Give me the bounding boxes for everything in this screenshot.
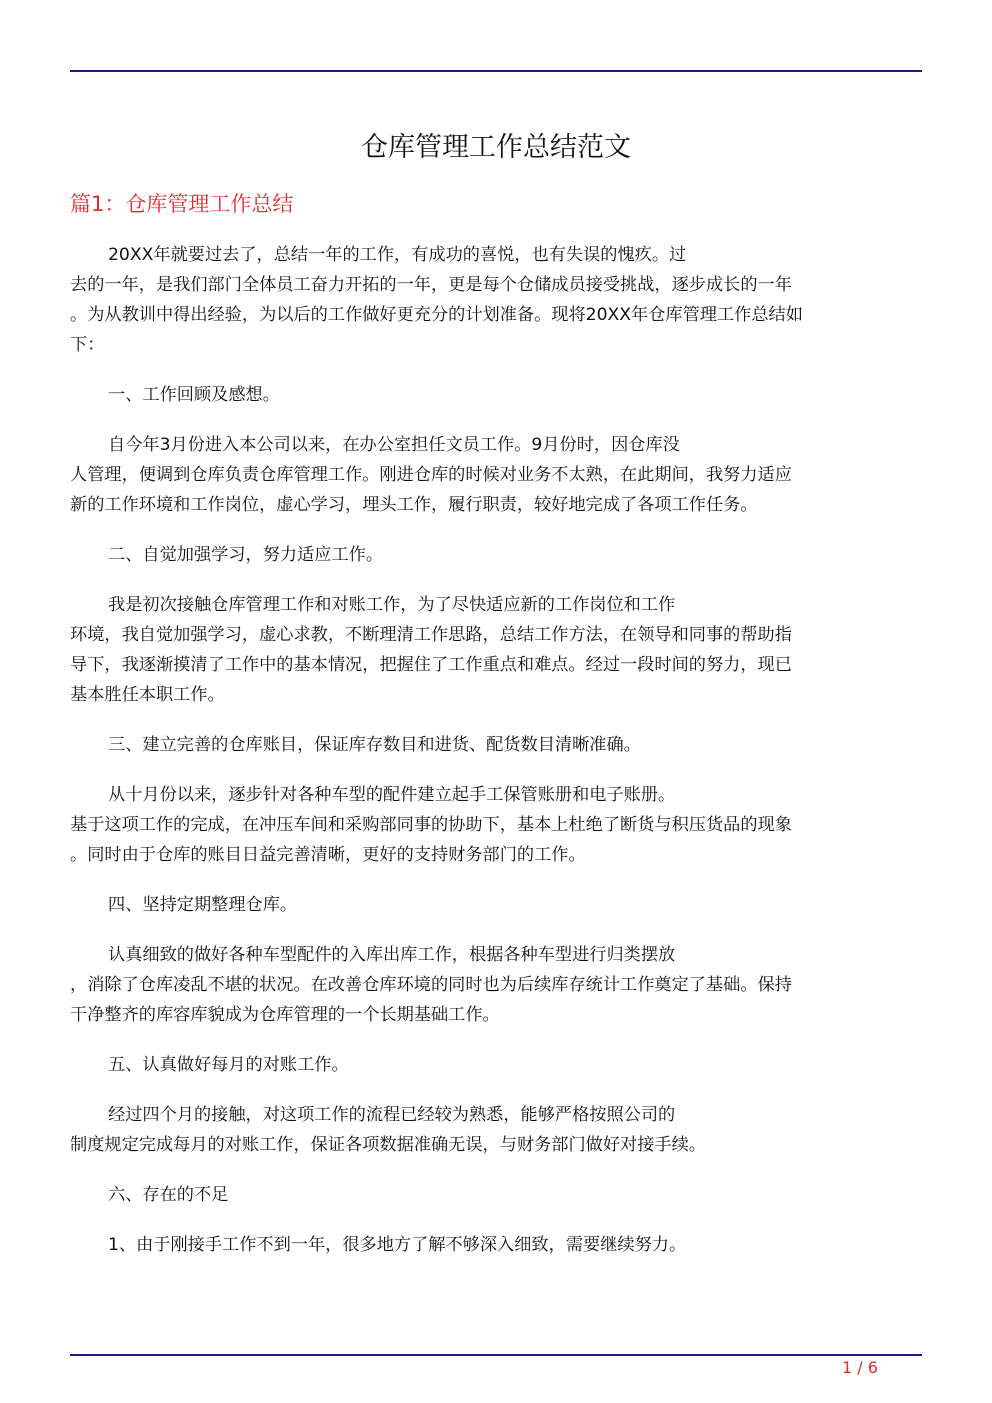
text-line: 干净整齐的库容库貌成为仓库管理的一个长期基础工作。: [70, 1005, 500, 1025]
text-line: 四、坚持定期整理仓库。: [108, 895, 298, 915]
page-number: 1 / 6: [842, 1358, 878, 1377]
text-line: 三、建立完善的仓库账目，保证库存数目和进货、配货数目清晰准确。: [108, 735, 641, 755]
text-line: 我是初次接触仓库管理工作和对账工作，为了尽快适应新的工作岗位和工作: [108, 595, 676, 615]
text-line: 一、工作回顾及感想。: [108, 385, 280, 405]
list-item-shortcoming-1: [70, 1230, 922, 1260]
text-line: 1、由于刚接手工作不到一年，很多地方了解不够深入细致，需要继续努力。: [108, 1235, 687, 1255]
text-line: 下：: [70, 335, 105, 355]
text-line: 。为从教训中得出经验，为以后的工作做好更充分的计划准备。现将20XX年仓库管理工作总结如: [70, 305, 803, 325]
subheading-reconcile: [70, 1050, 922, 1080]
paragraph-accounts: [70, 780, 922, 870]
footer-rule: [70, 1354, 922, 1356]
document-body: [70, 240, 922, 1280]
paragraph-learning: [70, 590, 922, 710]
subheading-review: [70, 380, 922, 410]
text-line: 环境，我自觉加强学习，虚心求教，不断理清工作思路，总结工作方法，在领导和同事的帮助指: [70, 625, 792, 645]
subheading-accounts: [70, 730, 922, 760]
text-line: 人管理，便调到仓库负责仓库管理工作。刚进仓库的时候对业务不太熟，在此期间，我努力适应: [70, 465, 792, 485]
subheading-shortcomings: [70, 1180, 922, 1210]
text-line: 导下，我逐渐摸清了工作中的基本情况，把握住了工作重点和难点。经过一段时间的努力，现已: [70, 655, 792, 675]
paragraph-intro: [70, 240, 922, 360]
text-line: 去的一年，是我们部门全体员工奋力开拓的一年，更是每个仓储成员接受挑战，逐步成长的一年: [70, 275, 792, 295]
text-line: 。同时由于仓库的账目日益完善清晰，更好的支持财务部门的工作。: [70, 845, 586, 865]
subheading-organize: [70, 890, 922, 920]
text-line: 六、存在的不足: [108, 1185, 229, 1205]
paragraph-review: [70, 430, 922, 520]
text-line: 五、认真做好每月的对账工作。: [108, 1055, 349, 1075]
text-line: 制度规定完成每月的对账工作，保证各项数据准确无误，与财务部门做好对接手续。: [70, 1135, 706, 1155]
section-heading: 篇1：仓库管理工作总结: [70, 192, 294, 216]
text-line: 从十月份以来，逐步针对各种车型的配件建立起手工保管账册和电子账册。: [108, 785, 676, 805]
paragraph-reconcile: [70, 1100, 922, 1160]
subheading-learning: [70, 540, 922, 570]
text-line: 新的工作环境和工作岗位，虚心学习，埋头工作，履行职责，较好地完成了各项工作任务。: [70, 495, 758, 515]
text-line: 20XX年就要过去了，总结一年的工作，有成功的喜悦，也有失误的愧疚。过: [108, 245, 687, 265]
text-line: 基于这项工作的完成，在冲压车间和采购部同事的协助下，基本上杜绝了断货与积压货品的现象: [70, 815, 792, 835]
paragraph-organize: [70, 940, 922, 1030]
text-line: 二、自觉加强学习，努力适应工作。: [108, 545, 384, 565]
text-line: 基本胜任本职工作。: [70, 685, 225, 705]
text-line: 经过四个月的接触，对这项工作的流程已经较为熟悉，能够严格按照公司的: [108, 1105, 676, 1125]
text-line: 自今年3月份进入本公司以来，在办公室担任文员工作。9月份时，因仓库没: [108, 435, 680, 455]
header-rule: [70, 70, 922, 72]
document-title: 仓库管理工作总结范文: [361, 132, 631, 163]
text-line: 认真细致的做好各种车型配件的入库出库工作，根据各种车型进行归类摆放: [108, 945, 676, 965]
text-line: ，消除了仓库凌乱不堪的状况。在改善仓库环境的同时也为后续库存统计工作奠定了基础。保持: [70, 975, 792, 995]
